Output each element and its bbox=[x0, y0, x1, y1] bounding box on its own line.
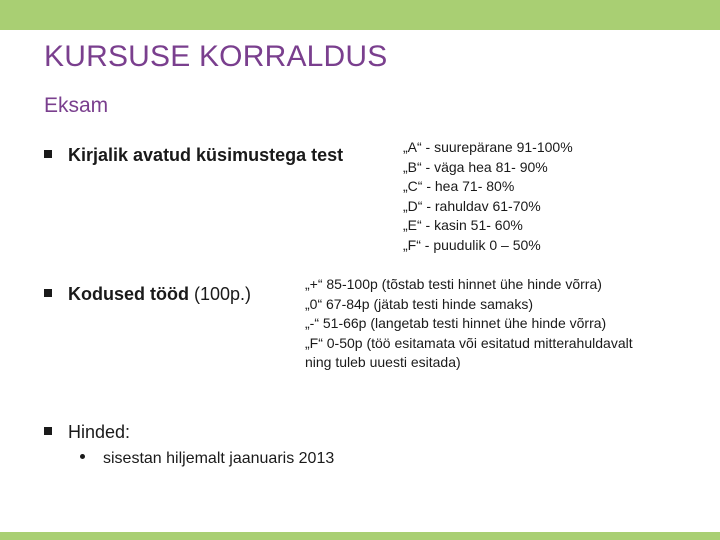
slide-title: KURSUSE KORRALDUS bbox=[44, 40, 388, 73]
written-exam-label: Kirjalik avatud küsimustega test bbox=[68, 145, 344, 165]
grade-line-b: „B“ - väga hea 81- 90% bbox=[403, 158, 548, 175]
square-bullet-icon bbox=[44, 289, 52, 297]
grade-scale-list bbox=[403, 138, 573, 255]
square-bullet-icon bbox=[44, 150, 52, 158]
round-bullet-icon bbox=[80, 454, 85, 459]
grade-line-e: „E“ - kasin 51- 60% bbox=[403, 217, 523, 233]
grade-line-d: „D“ - rahuldav 61-70% bbox=[403, 197, 541, 214]
top-accent-band bbox=[0, 0, 720, 30]
homework-points: (100p.) bbox=[188, 284, 252, 304]
grade-line-a: „A“ - suurepärane 91-100% bbox=[403, 139, 573, 155]
homework-rule-f-continued: ning tuleb uuesti esitada) bbox=[305, 354, 461, 370]
homework-rule-f: „F“ 0-50p (töö esitamata või esitatud mitterahuldavalt bbox=[305, 334, 633, 351]
grades-entry-text: sisestan hiljemalt jaanuaris 2013 bbox=[103, 450, 335, 467]
bullet-homework bbox=[44, 284, 251, 305]
homework-rules-list bbox=[305, 275, 633, 373]
grade-line-c: „C“ - hea 71- 80% bbox=[403, 178, 515, 194]
homework-rule-plus: „+“ 85-100p (tõstab testi hinnet ühe hinde võrra) bbox=[305, 276, 602, 292]
square-bullet-icon bbox=[44, 427, 52, 435]
grades-label: Hinded: bbox=[68, 422, 131, 442]
bottom-accent-band bbox=[0, 532, 720, 540]
homework-label: Kodused tööd bbox=[68, 284, 189, 304]
slide-subtitle: Eksam bbox=[44, 94, 109, 117]
grade-line-f: „F“ - puudulik 0 – 50% bbox=[403, 236, 541, 253]
homework-rule-zero: „0“ 67-84p (jätab testi hinde samaks) bbox=[305, 295, 533, 312]
sub-bullet-grades-entry bbox=[80, 450, 334, 468]
bullet-grades bbox=[44, 422, 130, 443]
bullet-written-exam bbox=[44, 145, 343, 166]
homework-rule-minus: „-“ 51-66p (langetab testi hinnet ühe hinde võrra) bbox=[305, 315, 607, 331]
